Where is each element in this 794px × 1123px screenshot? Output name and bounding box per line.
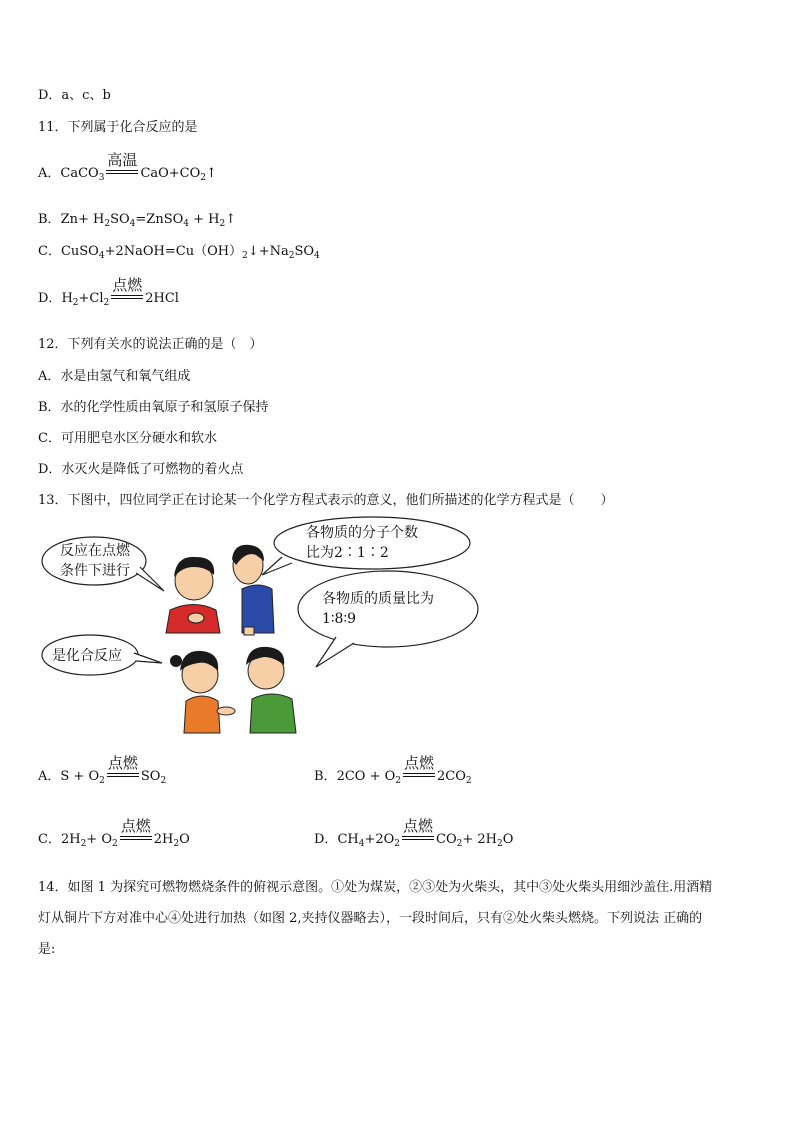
q12-option-b: B．水的化学性质由氧原子和氢原子保持 [38,400,269,415]
bubble-1-text: 反应在点燃 条件下进行 [60,543,130,579]
q14-stem-line-1: 14．如图 1 为探究可燃物燃烧条件的俯视示意图。①处为煤炭，②③处为火柴头，其中③处火柴头用细沙盖住.用酒精 [38,880,713,895]
bubble-3-text: 各物质的质量比为 1∶8∶9 [322,591,434,627]
q12-option-d: D．水灭火是降低了可燃物的着火点 [38,462,244,477]
q11-option-c: C．$CuSO_4+2NaOH=Cu(OH)_2↓+Na_2SO_4$ [38,244,320,261]
bubble-2-text: 各物质的分子个数 比为2∶1∶2 [306,525,418,561]
student-orange-shirt [170,651,235,733]
q13-option-b: B．$2CO + O_2$ 点燃 $2CO_2$ [314,754,472,786]
q13-stem: 13．下图中，四位同学正在讨论某一个化学方程式表示的意义，他们所描述的化学方程式是（ ） [38,493,614,508]
q10-option-d: D．a、c、b [38,88,111,103]
q14-stem-line-3: 是: [38,942,56,957]
reaction-arrow: 点燃 [402,831,434,845]
q12-stem: 12．下列有关水的说法正确的是（ ） [38,337,263,352]
q13-discussion-illustration [36,515,486,740]
student-blue-shirt [232,545,274,635]
reaction-arrow: 点燃 [120,831,152,845]
q13-option-a: A．$S + O_2$ 点燃 $SO_2$ [38,754,167,786]
q11-option-d: D．$H_2+Cl_2$ 点燃 2HCl [38,276,179,308]
q12-option-c: C．可用肥皂水区分硬水和软水 [38,431,217,446]
student-green-shirt [246,647,296,733]
reaction-arrow: 点燃 [111,290,143,304]
q14-stem-line-2: 灯从铜片下方对准中心④处进行加热（如图 2,夹持仪器略去），一段时间后，只有②处火柴头燃烧。下列说法 正确的 [38,911,703,926]
reaction-arrow: 高温 [106,165,138,179]
reaction-arrow: 点燃 [107,768,139,782]
q11-option-a: A．CaCO$_3$ 高温 $CaO+CO_2↑$ [38,151,217,183]
q12-option-a: A．水是由氢气和氧气组成 [38,369,191,384]
q11-option-b: B．$Zn+ H_2SO_4=ZnSO_4$ + $H_2↑$ [38,212,237,229]
bubble-4-text: 是化合反应 [52,648,122,664]
q11-stem: 11．下列属于化合反应的是 [38,120,198,135]
student-red-shirt [166,557,220,633]
q13-option-d: D．$CH_4+2O_2$ 点燃 $CO_2+ 2H_2O$ [314,817,514,849]
reaction-arrow: 点燃 [403,768,435,782]
q13-option-c: C．$2H_2+ O_2$ 点燃 $2H_2O$ [38,817,190,849]
